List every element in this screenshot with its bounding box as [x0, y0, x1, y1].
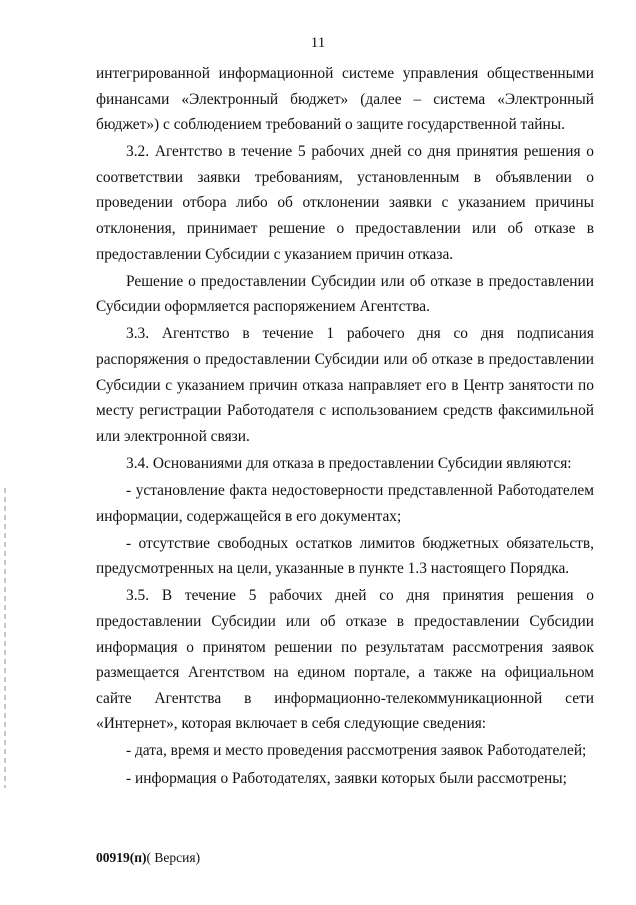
list-item-info-2: - информация о Работодателях, заявки которых были рассмотрены; [126, 769, 567, 787]
document-body [96, 61, 594, 791]
scan-margin-marks [4, 488, 6, 788]
document-code: 00919(п) [96, 850, 147, 865]
paragraph-3-4: 3.4. Основаниями для отказа в предоставлении Субсидии являются: [126, 454, 572, 472]
version-label: ( Версия) [146, 850, 201, 865]
paragraph-decision: Решение о предоставлении Субсидии или об отказе в предоставлении Субсидии оформляется распоряжением Агентства. [96, 272, 594, 316]
paragraph-3-2: 3.2. Агентство в течение 5 рабочих дней со дня принятия решения о соответствии заявки требованиям, установленным в объявлении о проведении отбора либо об отклонении заявки с указанием причины отклонения, принимает решение о предоставлении или об отказе в предоставлении Субсидии с указанием причин отказа. [96, 143, 594, 263]
paragraph-3-5: 3.5. В течение 5 рабочих дней со дня принятия решения о предоставлении Субсидии или об отказе в предоставлении Субсидии информация о принятом решении по результатам рассмотрения заявок размещается Агентством на едином портале, а также на официальном сайте Агентства в информационно-телекоммуникационной сети «Интернет», которая включает в себя следующие сведения: [96, 587, 594, 733]
list-item-refusal-1: - установление факта недостоверности представленной Работодателем информации, содержащейся в его документах; [96, 482, 594, 525]
page-number: 11 [310, 35, 326, 51]
paragraph-3-3: 3.3. Агентство в течение 1 рабочего дня со дня подписания распоряжения о предоставлении Субсидии или об отказе в предоставлении Субсидии с указанием причин отказа направляет его в Центр занятости по месту регистрации Работодателя с использованием средств факсимильной или электронной связи. [96, 325, 594, 445]
list-item-info-1: - дата, время и место проведения рассмотрения заявок Работодателей; [126, 742, 587, 760]
paragraph-continuation: интегрированной информационной системе управления общественными финансами «Электронный бюджет» (далее – система «Электронный бюджет») с соблюдением требований о защите государственной тайны. [96, 65, 594, 134]
list-item-refusal-2: - отсутствие свободных остатков лимитов бюджетных обязательств, предусмотренных на цели, указанные в пункте 1.3 настоящего Порядка. [96, 534, 594, 578]
footer [96, 849, 200, 867]
